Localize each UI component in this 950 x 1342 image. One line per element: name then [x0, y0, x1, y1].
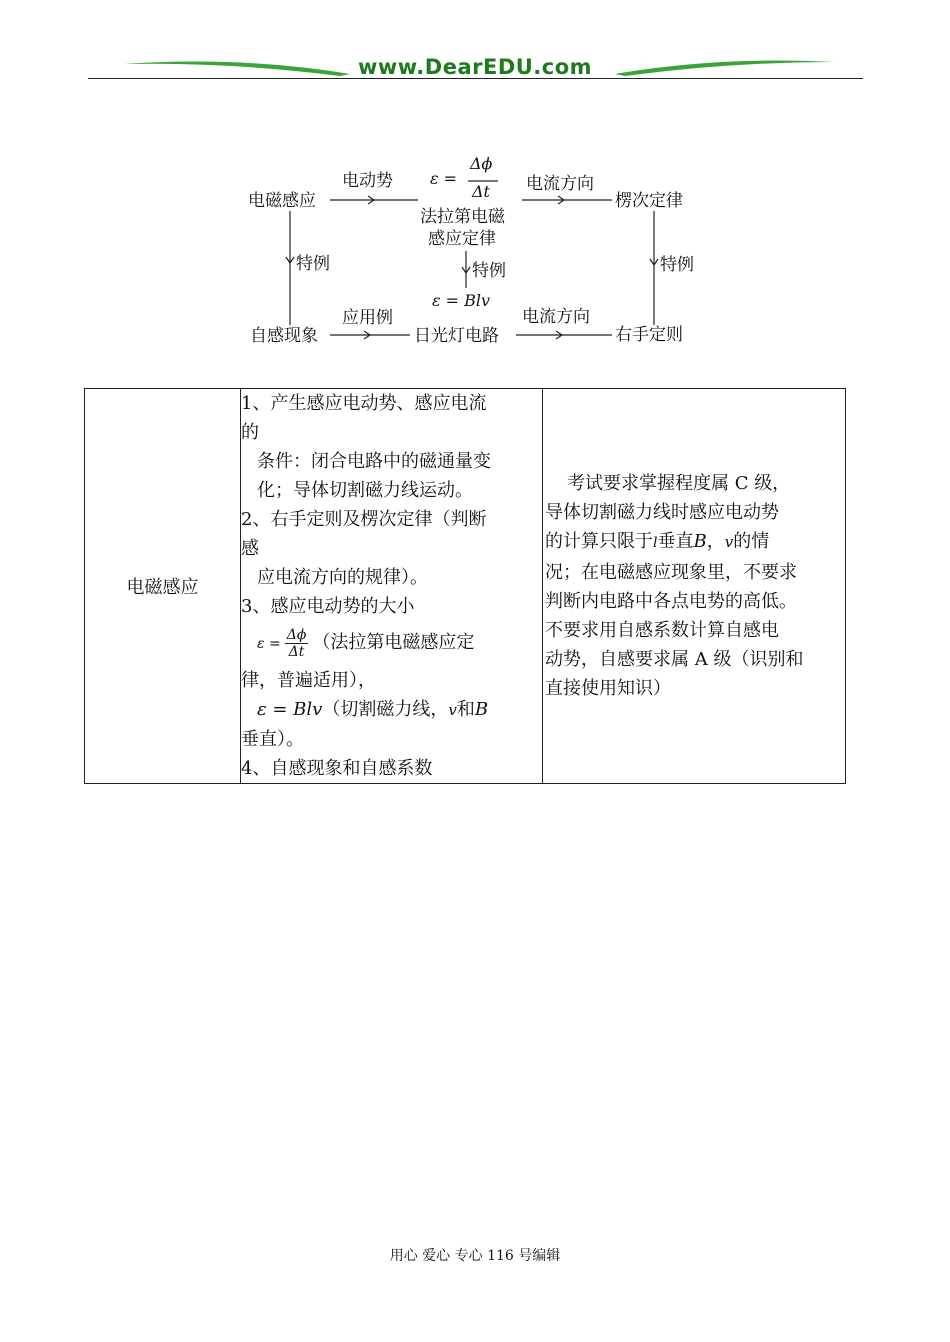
formula-blv: ε = Blv — [257, 699, 323, 720]
content-line: 3、感应电动势的大小 — [241, 596, 415, 617]
page-footer: 用心 爱心 专心 116 号编辑 — [389, 1248, 561, 1264]
topic-cell: 电磁感应 — [85, 389, 241, 784]
node-lenz: 楞次定律 — [615, 191, 683, 211]
concept-diagram — [240, 145, 710, 355]
formula-faraday-fraction — [285, 627, 309, 660]
content-cell — [241, 389, 543, 784]
requirement-text: 垂直 — [657, 531, 694, 552]
node-faraday-line1: 法拉第电磁 — [420, 207, 505, 227]
edge-label-emf: 电动势 — [342, 171, 393, 191]
formula-top-num: Δϕ — [470, 154, 493, 173]
content-line: 感 — [241, 538, 259, 559]
edge-label-current-bottom: 电流方向 — [522, 307, 590, 327]
formula-line-blv — [241, 695, 542, 725]
node-right-hand: 右手定则 — [615, 325, 683, 345]
node-em-induction: 电磁感应 — [248, 191, 316, 211]
header-rule — [88, 78, 863, 79]
edge-label-special-mid: 特例 — [472, 261, 506, 281]
requirement-line: 考试要求掌握程度属 C 级， — [567, 473, 791, 494]
requirement-line: 直接使用知识） — [545, 678, 671, 699]
content-line: 的 — [241, 422, 259, 443]
site-logo: www.DearEDU.com — [357, 55, 593, 79]
formula-line-faraday — [241, 621, 542, 666]
edge-label-special-right: 特例 — [660, 255, 694, 275]
formula-faraday-den: Δt — [288, 643, 305, 660]
formula-faraday-lhs: ε = — [257, 636, 281, 652]
node-fluorescent: 日光灯电路 — [414, 326, 499, 346]
formula-top-den: Δt — [472, 182, 490, 201]
content-line: 1、产生感应电动势、感应电流 — [241, 393, 487, 414]
symbol-v: v — [724, 533, 734, 551]
content-line: 律，普遍适用）， — [241, 670, 376, 691]
symbol-v: v — [448, 701, 457, 719]
edge-label-application: 应用例 — [342, 308, 393, 328]
symbol-B: B — [693, 531, 707, 552]
requirement-cell — [543, 389, 846, 784]
diagram-connectors — [240, 145, 710, 355]
edge-label-current-top: 电流方向 — [526, 174, 594, 194]
requirement-line: 判断内电路中各点电势的高低。 — [545, 591, 797, 612]
formula-faraday-num: Δϕ — [286, 626, 307, 643]
formula-top-lhs: ε = — [430, 169, 458, 188]
edge-label-special-left: 特例 — [296, 254, 330, 274]
formula-bottom: ε = Blv — [432, 291, 491, 310]
content-table — [84, 388, 846, 784]
formula-faraday-note: （法拉第电磁感应定 — [312, 632, 475, 653]
requirement-line: 导体切割磁力线时感应电动势 — [545, 502, 779, 523]
requirement-line-symbols — [545, 527, 843, 558]
symbol-l: l — [653, 535, 658, 551]
content-line: 应电流方向的规律）。 — [257, 567, 428, 588]
content-line: 2、右手定则及楞次定律（判断 — [241, 509, 487, 530]
content-line: 垂直）。 — [241, 729, 304, 750]
requirement-line: 动势，自感要求属 A 级（识别和 — [545, 649, 804, 670]
symbol-B: B — [474, 699, 489, 720]
requirement-text: ， — [706, 531, 725, 552]
node-faraday-line2: 感应定律 — [428, 229, 496, 249]
content-line: 4、自感现象和自感系数 — [241, 758, 433, 779]
requirement-line: 不要求用自感系数计算自感电 — [545, 620, 779, 641]
formula-blv-note-b: 和 — [456, 699, 475, 720]
node-self-induction: 自感现象 — [250, 326, 318, 346]
table-row — [85, 389, 846, 784]
requirement-text: 的情 — [733, 531, 770, 552]
requirement-line: 况；在电磁感应现象里，不要求 — [545, 562, 797, 583]
requirement-text: 的计算只限于 — [545, 531, 653, 552]
page-header — [0, 0, 950, 90]
content-line: 条件：闭合电路中的磁通量变 — [257, 451, 491, 472]
formula-blv-note-a: （切割磁力线， — [322, 699, 449, 720]
content-line: 化；导体切割磁力线运动。 — [257, 480, 473, 501]
